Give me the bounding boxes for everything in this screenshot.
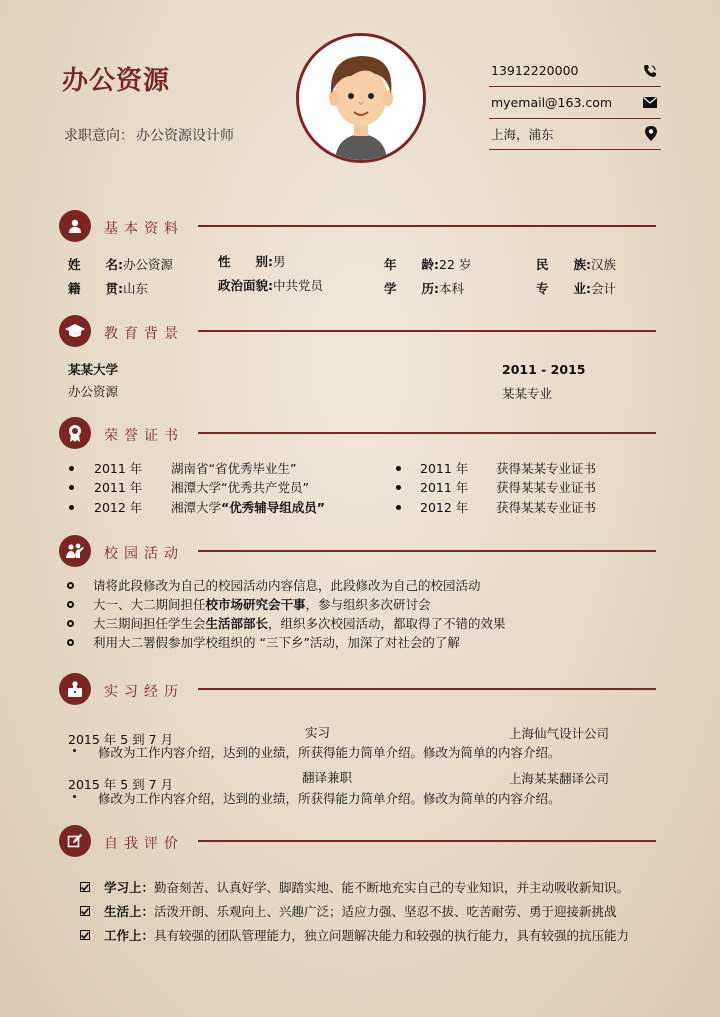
edu-major: 某某专业 xyxy=(502,386,553,401)
section-divider xyxy=(198,840,656,842)
basic-name xyxy=(68,255,173,273)
medal-icon xyxy=(59,417,91,449)
campus-text: ，组织多次校园活动，都取得了不错的效果 xyxy=(268,616,506,631)
self-text: 活泼开朗、乐观向上、兴趣广泛；适应力强、坚忍不拔、吃苦耐劳、勇于迎接新挑战 xyxy=(154,904,617,919)
campus-text: 利用大二署假参加学校组织的 “三下乡”活动，加深了对社会的了解 xyxy=(93,635,460,650)
campus-text: ，参与组织多次研讨会 xyxy=(305,597,431,612)
honor-text-b: “优秀辅导组成员” xyxy=(221,500,325,515)
contact-location xyxy=(489,118,661,150)
edu-school: 某某大学 xyxy=(68,362,119,377)
section-divider xyxy=(198,550,656,552)
self-label: 工作上： xyxy=(104,928,155,943)
section-divider xyxy=(198,330,656,332)
campus-text: 大一、大二期间担任 xyxy=(93,597,206,612)
bullet-icon xyxy=(69,485,74,490)
resume-name: 办公资源 xyxy=(62,66,171,96)
self-text: 勤奋刻苦、认真好学、脚踏实地、能不断地充实自己的专业知识，并主动吸收新知识。 xyxy=(154,880,630,895)
honor-year: 2011 年 xyxy=(94,461,143,476)
self-item xyxy=(104,902,617,920)
intern-role: 实习 xyxy=(305,725,331,740)
section-title-self: 自我评价 xyxy=(104,836,184,852)
honor-text xyxy=(171,498,325,516)
field-value: 汉族 xyxy=(591,257,617,272)
ring-bullet-icon xyxy=(67,639,74,646)
campus-text-bold: 生活部部长 xyxy=(205,616,269,631)
intern-period: 2015 年 5 到 7 月 xyxy=(68,777,174,792)
campus-text: 请将此段修改为自己的校园活动内容信息，此段修改为自己的校园活动 xyxy=(93,578,481,593)
campus-item xyxy=(93,614,506,632)
field-label: 民 族: xyxy=(536,257,591,272)
edu-dept: 办公资源 xyxy=(68,384,119,399)
campus-item xyxy=(93,595,431,613)
campus-item xyxy=(93,633,460,651)
self-label: 学习上： xyxy=(104,880,155,895)
job-intent-value: 办公资源设计师 xyxy=(136,128,234,144)
field-value: 会计 xyxy=(591,281,617,296)
checkbox-icon xyxy=(80,906,90,916)
graduation-cap-icon xyxy=(59,315,91,347)
self-text: 具有较强的团队管理能力，独立问题解决能力和较强的执行能力，具有较强的抗压能力 xyxy=(154,928,630,943)
honor-year: 2011 年 xyxy=(94,480,143,495)
bullet-icon xyxy=(396,505,401,510)
honor-year: 2011 年 xyxy=(420,461,469,476)
section-title-internship: 实习经历 xyxy=(104,684,184,700)
field-label: 年 龄: xyxy=(384,257,439,272)
mail-icon xyxy=(643,97,657,108)
location-pin-icon xyxy=(645,126,657,141)
ring-bullet-icon xyxy=(67,582,74,589)
honor-text: 获得某某专业证书 xyxy=(496,480,597,495)
bullet-icon xyxy=(73,749,76,752)
intern-desc: 修改为工作内容介绍，达到的业绩，所获得能力简单介绍。修改为简单的内容介绍。 xyxy=(98,745,561,760)
field-value: 本科 xyxy=(439,281,465,296)
avatar xyxy=(296,33,426,163)
person-icon xyxy=(59,210,91,242)
section-title-education: 教育背景 xyxy=(104,326,184,342)
basic-age xyxy=(384,255,471,273)
intern-company: 上海仙气设计公司 xyxy=(509,726,610,741)
honor-year: 2012 年 xyxy=(420,500,469,515)
bullet-icon xyxy=(396,466,401,471)
basic-degree xyxy=(384,279,464,297)
bullet-icon xyxy=(69,466,74,471)
section-title-basic: 基本资料 xyxy=(104,221,184,237)
contact-phone xyxy=(489,55,661,87)
intern-role: 翻译兼职 xyxy=(302,770,353,785)
basic-origin xyxy=(68,279,148,297)
campus-text-bold: 校市场研究会干事 xyxy=(205,597,306,612)
honor-year: 2012 年 xyxy=(94,500,143,515)
phone-text: 13912220000 xyxy=(491,63,579,78)
contact-email xyxy=(489,87,661,119)
campus-item xyxy=(93,576,481,594)
intern-desc: 修改为工作内容介绍，达到的业绩，所获得能力简单介绍。修改为简单的内容介绍。 xyxy=(98,791,561,806)
edit-icon xyxy=(59,825,91,857)
intern-period: 2015 年 5 到 7 月 xyxy=(68,732,174,747)
section-divider xyxy=(198,688,656,690)
checkbox-icon xyxy=(80,930,90,940)
section-title-honors: 荣誉证书 xyxy=(104,428,184,444)
field-value: 中共党员 xyxy=(273,278,324,293)
field-value: 办公资源 xyxy=(123,257,174,272)
bullet-icon xyxy=(73,795,76,798)
basic-gender xyxy=(218,252,286,270)
honor-year: 2011 年 xyxy=(420,480,469,495)
honor-text: 湖南省“省优秀毕业生” xyxy=(171,461,297,476)
briefcase-person-icon xyxy=(59,673,91,705)
basic-ethnic xyxy=(536,255,616,273)
basic-major xyxy=(536,279,616,297)
honor-text-a: 湘潭大学 xyxy=(171,500,222,515)
field-label: 学 历: xyxy=(384,281,439,296)
intern-company: 上海某某翻译公司 xyxy=(509,771,610,786)
honor-text: 获得某某专业证书 xyxy=(496,461,597,476)
field-value: 男 xyxy=(273,254,286,269)
self-label: 生活上： xyxy=(104,904,155,919)
campus-text: 大三期间担任学生会 xyxy=(93,616,206,631)
field-label: 专 业: xyxy=(536,281,591,296)
basic-political xyxy=(218,276,323,294)
bullet-icon xyxy=(396,485,401,490)
section-divider xyxy=(198,225,656,227)
field-label: 姓 名: xyxy=(68,257,123,272)
field-label: 籍 贯: xyxy=(68,281,123,296)
edu-period: 2011 - 2015 xyxy=(502,362,586,377)
section-divider xyxy=(198,432,656,434)
honor-text: 湘潭大学“优秀共产党员” xyxy=(171,480,309,495)
job-intent-label: 求职意向： xyxy=(64,128,134,144)
field-label: 性 别: xyxy=(218,254,273,269)
self-item xyxy=(104,878,629,896)
ring-bullet-icon xyxy=(67,620,74,627)
bullet-icon xyxy=(69,505,74,510)
field-value: 山东 xyxy=(123,281,149,296)
self-item xyxy=(104,926,629,944)
email-text: myemail@163.com xyxy=(491,95,613,110)
location-text: 上海，浦东 xyxy=(491,126,554,142)
field-label: 政治面貌: xyxy=(218,278,273,293)
phone-icon xyxy=(643,64,657,78)
checkbox-icon xyxy=(80,882,90,892)
honor-text: 获得某某专业证书 xyxy=(496,500,597,515)
ring-bullet-icon xyxy=(67,601,74,608)
people-activity-icon xyxy=(59,535,91,567)
field-value: 22 岁 xyxy=(439,257,472,272)
section-title-campus: 校园活动 xyxy=(104,546,184,562)
job-intent xyxy=(62,125,234,145)
